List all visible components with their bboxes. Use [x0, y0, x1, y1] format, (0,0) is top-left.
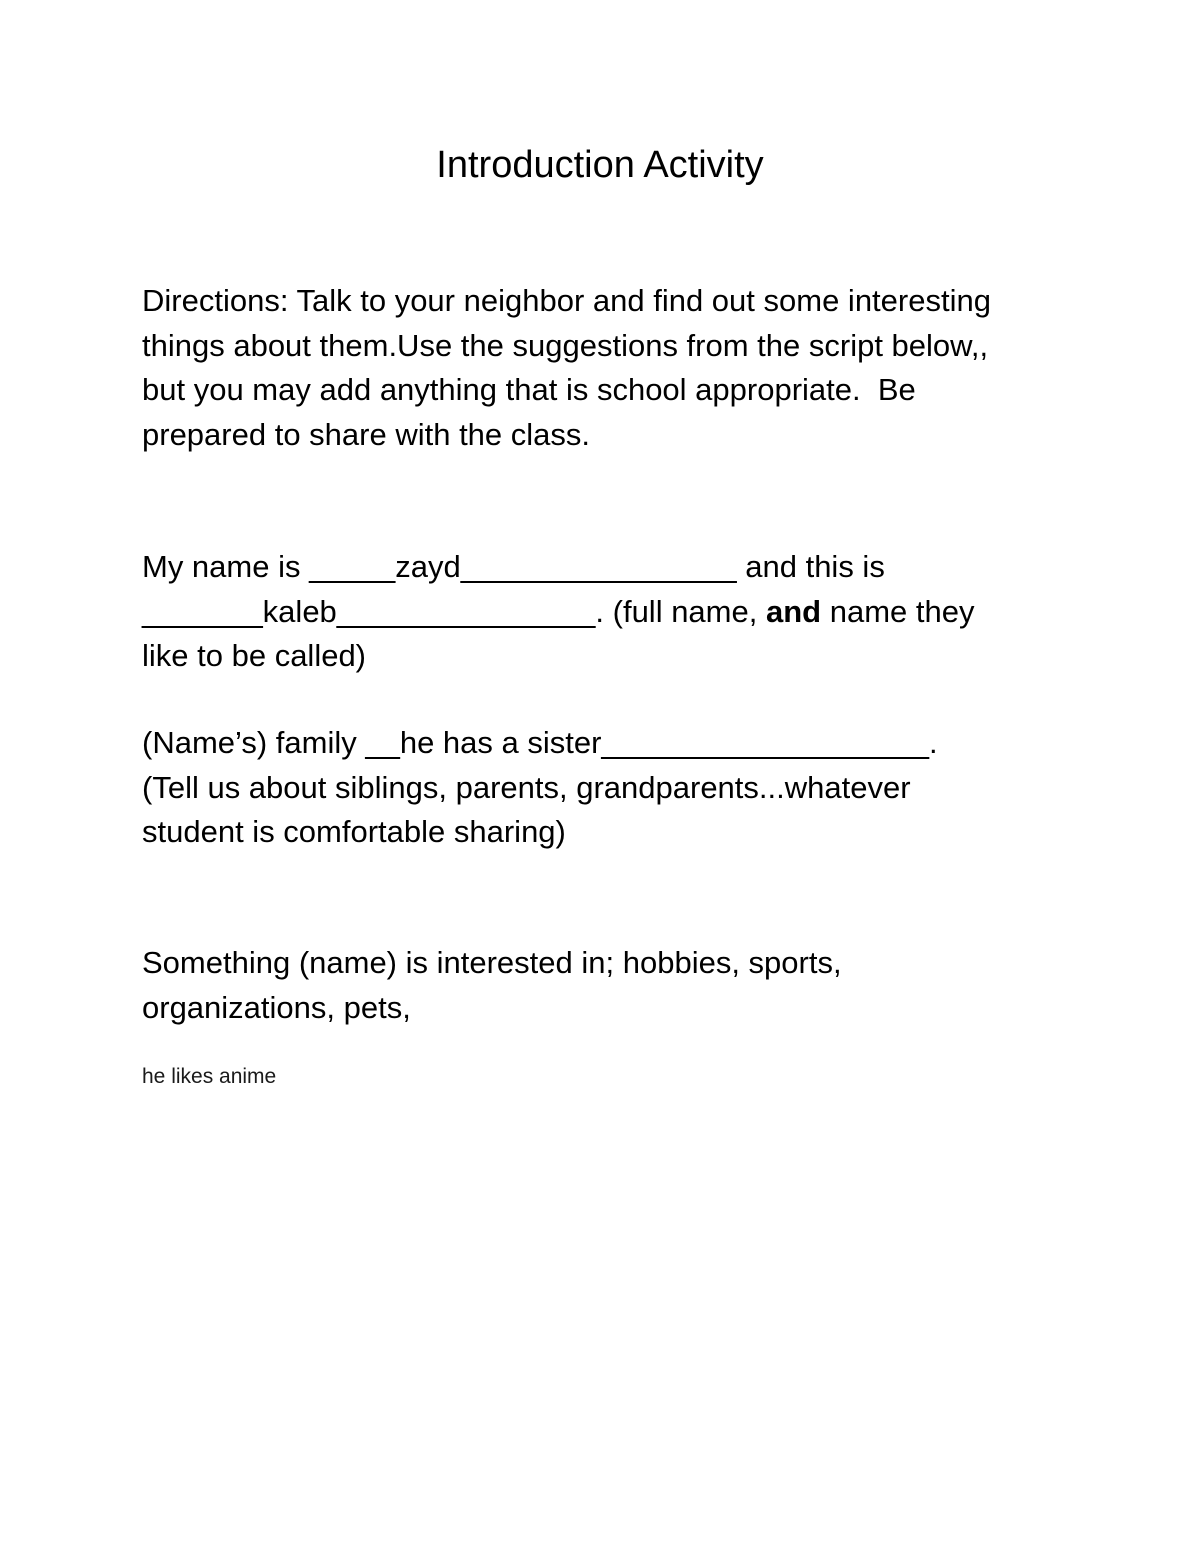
family-prompt-line: (Tell us about siblings, parents, grandparents...whatever [142, 769, 911, 805]
interest-prompt-paragraph [142, 941, 1072, 1030]
interest-answer: he likes anime [142, 1065, 277, 1088]
interest-prompt-line: Something (name) is interested in; hobbies, sports, [142, 945, 842, 980]
directions-line: but you may add anything that is school appropriate. Be [142, 372, 916, 407]
name-prompt-line: like to be called) [142, 638, 367, 673]
page-title: Introduction Activity [436, 144, 764, 186]
name-prompt-text: name they [821, 593, 975, 629]
directions-line: things about them.Use the suggestions from the script below,, [142, 327, 989, 363]
name-prompt-line [142, 590, 1072, 635]
family-prompt-line: student is comfortable sharing) [142, 814, 566, 849]
name-prompt-paragraph [142, 545, 1072, 679]
family-prompt-paragraph [142, 721, 1072, 855]
directions-paragraph [142, 279, 1072, 457]
name-prompt-text: _______kaleb_______________. (full name, [142, 593, 766, 629]
interest-prompt-line: organizations, pets, [142, 989, 411, 1025]
directions-line: prepared to share with the class. [142, 416, 591, 452]
family-prompt-line: (Name’s) family __he has a sister___________________. [142, 725, 938, 760]
name-prompt-line: My name is _____zayd________________ and this is [142, 549, 885, 584]
directions-line: Directions: Talk to your neighbor and find out some interesting [142, 283, 991, 318]
name-prompt-bold-and: and [765, 593, 822, 629]
